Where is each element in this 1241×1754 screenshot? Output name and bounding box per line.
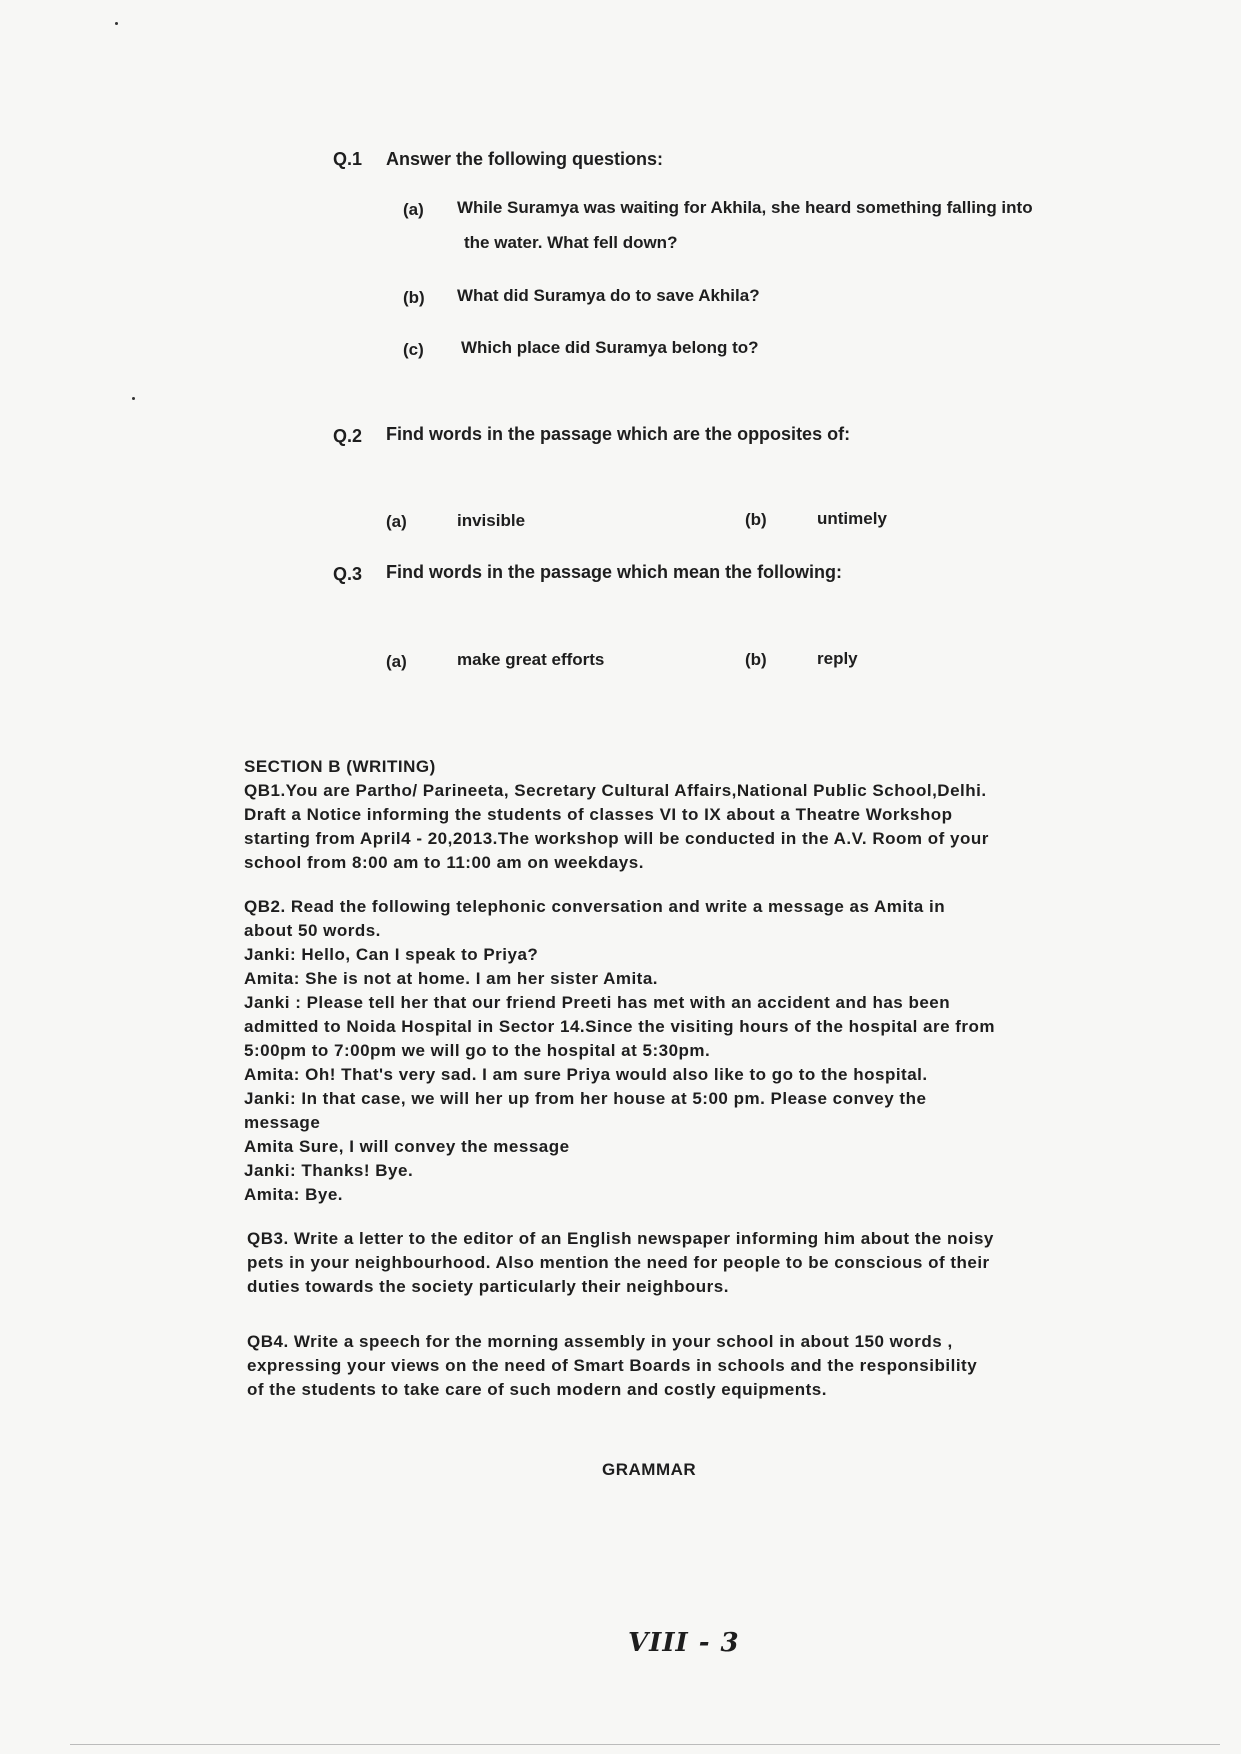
qb2-line: QB2. Read the following telephonic conversation and write a message as Amita in [244,897,946,916]
q3a-text: make great efforts [457,650,605,669]
dialogue-line: message [244,1113,321,1132]
q1a-text-cont: the water. What fell down? [464,233,678,252]
qb1-line: QB1.You are Partho/ Parineeta, Secretary Cultural Affairs,National Public School,Delhi. [244,781,987,800]
dialogue-line: Janki: Hello, Can I speak to Priya? [244,945,539,964]
q1a-label: (a) [403,200,424,219]
dialogue-line: Amita: Oh! That's very sad. I am sure Priya would also like to go to the hospital. [244,1065,928,1084]
q3-number: Q.3 [333,564,363,584]
page-number-handwritten: VIII - 3 [628,1628,740,1658]
qb1-line: Draft a Notice informing the students of classes VI to IX about a Theatre Workshop [244,805,953,824]
dialogue-line: admitted to Noida Hospital in Sector 14.Since the visiting hours of the hospital are from [244,1017,996,1036]
dialogue-line: Janki: In that case, we will her up from her house at 5:00 pm. Please convey the [244,1089,927,1108]
qb3-block [247,1227,1167,1299]
q1c-label: (c) [403,340,424,359]
dialogue-line: Janki : Please tell her that our friend Preeti has met with an accident and has been [244,993,951,1012]
q1b-text: What did Suramya do to save Akhila? [457,286,760,305]
grammar-heading: GRAMMAR [602,1460,697,1479]
qb1-line: school from 8:00 am to 11:00 am on weekdays. [244,853,644,872]
qb4-block [247,1330,1167,1402]
q3a-label: (a) [386,652,407,671]
qb4-line: expressing your views on the need of Smart Boards in schools and the responsibility [247,1356,978,1375]
qb4-line: QB4. Write a speech for the morning assembly in your school in about 150 words , [247,1332,953,1351]
q2b-label: (b) [745,510,767,529]
qb4-line: of the students to take care of such modern and costly equipments. [247,1380,827,1399]
q3b-text: reply [817,649,858,668]
qb2-block [244,895,1164,1207]
scan-speck [115,22,118,25]
q3b-label: (b) [745,650,767,669]
qb1-line: starting from April4 - 20,2013.The workshop will be conducted in the A.V. Room of your [244,829,989,848]
qb2-line: about 50 words. [244,921,381,940]
q1-title: Answer the following questions: [386,149,664,169]
dialogue-line: Janki: Thanks! Bye. [244,1161,414,1180]
q1c-text: Which place did Suramya belong to? [461,338,759,357]
qb3-line: duties towards the society particularly their neighbours. [247,1277,729,1296]
dialogue-line: Amita: Bye. [244,1185,344,1204]
qb3-line: QB3. Write a letter to the editor of an English newspaper informing him about the noisy [247,1229,994,1248]
q2b-text: untimely [817,509,887,528]
q2a-text: invisible [457,511,526,530]
qb1-block [244,779,1164,875]
q1a-text: While Suramya was waiting for Akhila, she heard something falling into [457,198,1033,217]
q2-number: Q.2 [333,426,363,446]
section-b-heading: SECTION B (WRITING) [244,757,436,776]
q2a-label: (a) [386,512,407,531]
q1b-label: (b) [403,288,425,307]
q2-title: Find words in the passage which are the opposites of: [386,424,851,444]
q3-title: Find words in the passage which mean the following: [386,562,843,582]
q1-number: Q.1 [333,149,363,169]
page-bottom-edge [70,1744,1220,1745]
qb3-line: pets in your neighbourhood. Also mention the need for people to be conscious of their [247,1253,990,1272]
dialogue-line: 5:00pm to 7:00pm we will go to the hospital at 5:30pm. [244,1041,711,1060]
dialogue-line: Amita Sure, I will convey the message [244,1137,570,1156]
scan-speck [132,397,135,400]
dialogue-line: Amita: She is not at home. I am her sister Amita. [244,969,659,988]
